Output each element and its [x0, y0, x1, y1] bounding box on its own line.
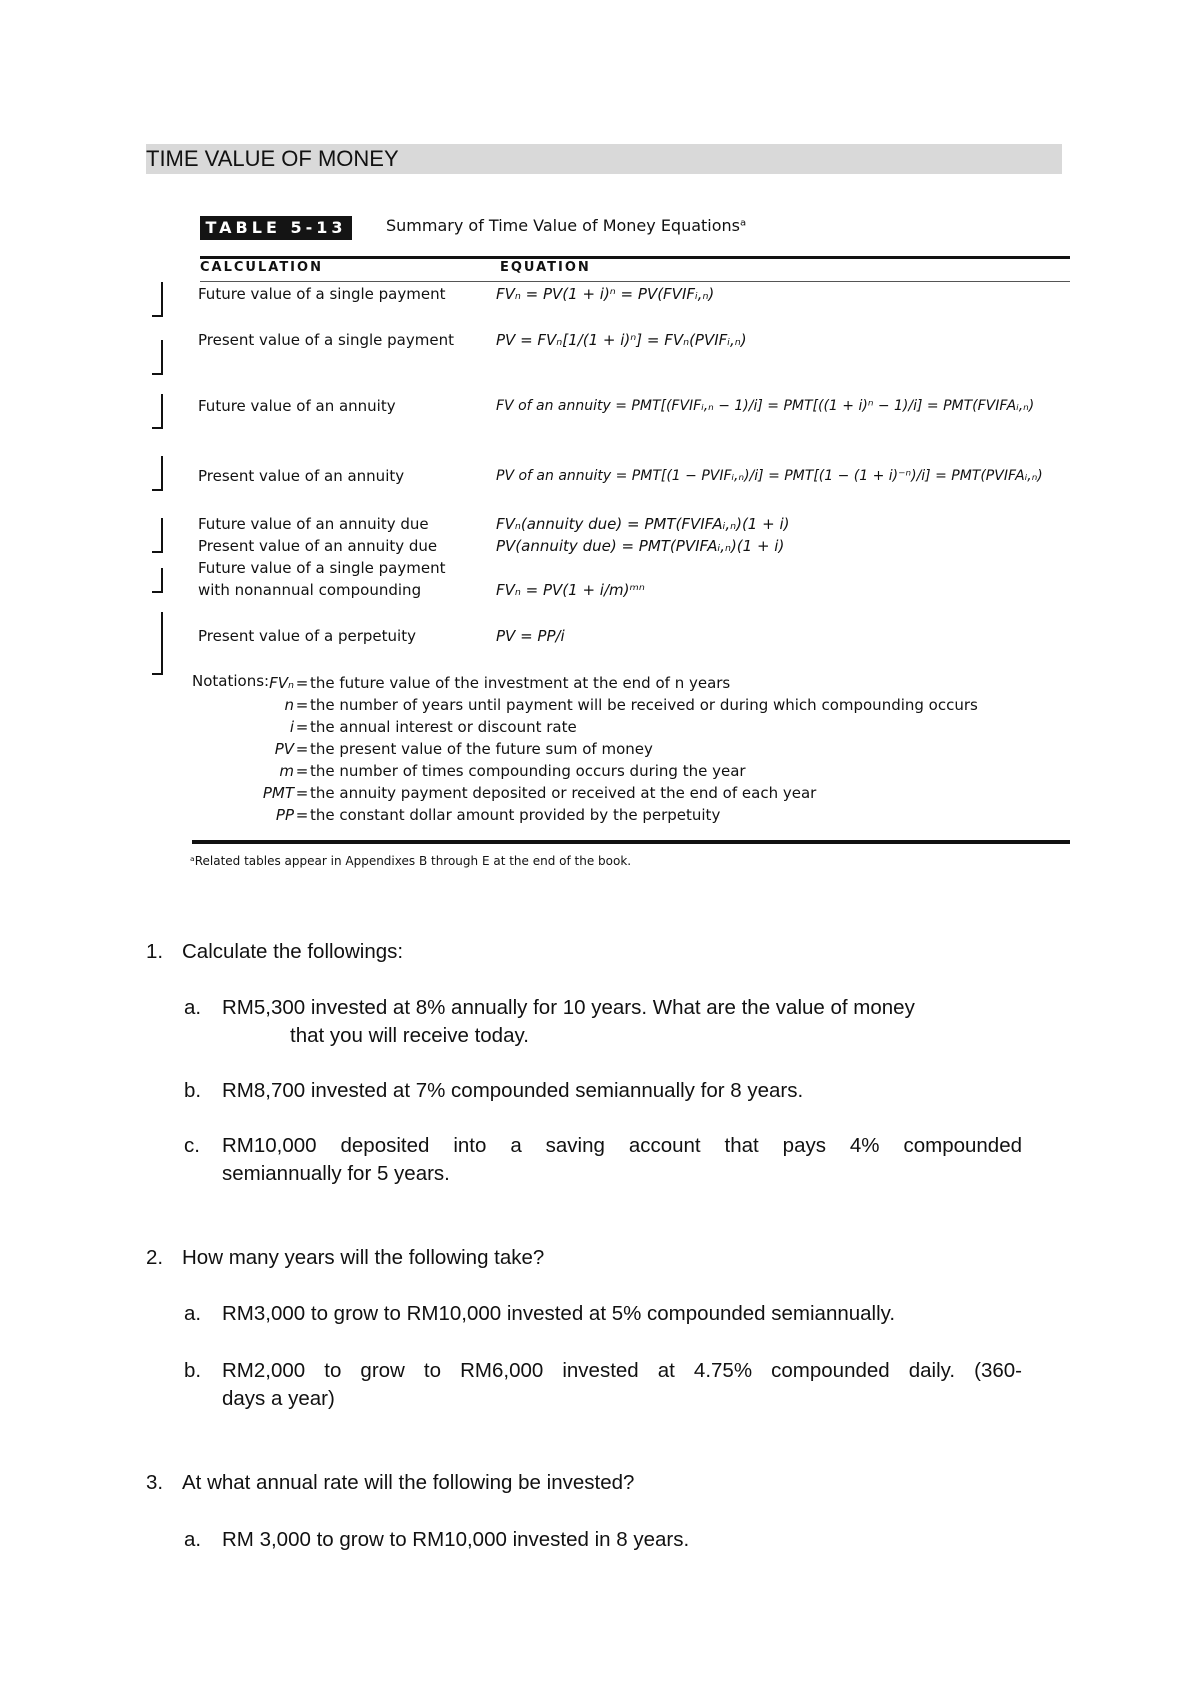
- notation-symbol: i: [289, 718, 294, 736]
- equation-summary-table: [170, 210, 1070, 870]
- question-text: At what annual rate will the following be invested?: [182, 1471, 635, 1494]
- sub-text-line2: that you will receive today.: [290, 1024, 529, 1047]
- notation-text: the future value of the investment at the end of n years: [310, 674, 731, 692]
- table-top-rule: [200, 256, 1070, 259]
- notation-symbol: FVₙ: [269, 674, 294, 692]
- sub-text-line1: RM10,000 deposited into a saving account that pays 4% compounded: [222, 1134, 1022, 1157]
- question-2a: [184, 1300, 1054, 1330]
- sub-text-line2: days a year): [222, 1387, 335, 1410]
- notation-text: the annual interest or discount rate: [310, 718, 577, 736]
- notation-row: m = the number of times compounding occurs during the year: [228, 760, 746, 782]
- notation-row: PP = the constant dollar amount provided by the perpetuity: [228, 804, 720, 826]
- notation-symbol: PP: [275, 806, 294, 824]
- row-equation-pv-annuity-due: PV(annuity due) = PMT(PVIFAᵢ,ₙ)(1 + i): [496, 537, 785, 555]
- row-label-pv-annuity-due: Present value of an annuity due: [198, 537, 438, 555]
- table-header-rule: [200, 281, 1070, 282]
- row-label-pv-perpetuity: Present value of a perpetuity: [198, 627, 416, 645]
- notation-symbol: m: [279, 762, 294, 780]
- question-1a: [184, 994, 1054, 1054]
- row-equation-fv-single: FVₙ = PV(1 + i)ⁿ = PV(FVIFᵢ,ₙ): [496, 285, 715, 303]
- sub-letter: b.: [184, 1359, 202, 1382]
- question-1c: [184, 1132, 1054, 1192]
- sub-letter: b.: [184, 1079, 202, 1102]
- column-header-calculation: CALCULATION: [200, 260, 323, 275]
- row-equation-fv-nonannual: FVₙ = PV(1 + i/m)ᵐⁿ: [496, 581, 645, 599]
- notation-row: i = the annual interest or discount rate: [228, 716, 577, 738]
- notation-text: the present value of the future sum of money: [310, 740, 653, 758]
- table-footnote: ᵃRelated tables appear in Appendixes B through E at the end of the book.: [190, 854, 632, 868]
- sub-text-line1: RM5,300 invested at 8% annually for 10 years. What are the value of money: [222, 996, 915, 1019]
- table-title: Summary of Time Value of Money Equationsᵃ: [386, 216, 747, 235]
- question-text: Calculate the followings:: [182, 940, 404, 963]
- row-label-pv-annuity: Present value of an annuity: [198, 467, 405, 485]
- row-label-fv-nonannual: Future value of a single payment: [198, 559, 446, 577]
- question-3: [146, 1469, 1046, 1499]
- question-1: [146, 938, 1046, 968]
- row-equation-pv-annuity: PV of an annuity = PMT[(1 − PVIFᵢ,ₙ)/i] = PMT[(1 − (1 + i)⁻ⁿ)/i] = PMT(PVIFAᵢ,ₙ): [496, 468, 1043, 484]
- question-number: 1.: [146, 940, 164, 963]
- notation-text: the constant dollar amount provided by the perpetuity: [310, 806, 721, 824]
- row-equation-fv-annuity: FV of an annuity = PMT[(FVIFᵢ,ₙ − 1)/i] = PMT[((1 + i)ⁿ − 1)/i] = PMT(FVIFAᵢ,ₙ): [496, 398, 1035, 414]
- notation-text: the number of times compounding occurs during the year: [310, 762, 746, 780]
- margin-bracket-marks: [132, 282, 172, 682]
- row-label-fv-annuity-due: Future value of an annuity due: [198, 515, 429, 533]
- notation-row: n = the number of years until payment will be received or during which compounding occurs: [228, 694, 978, 716]
- notation-symbol: n: [284, 696, 294, 714]
- sub-letter: c.: [184, 1134, 200, 1157]
- notations-label: Notations:: [192, 672, 270, 690]
- sub-text-line1: RM3,000 to grow to RM10,000 invested at 5% compounded semiannually.: [222, 1302, 896, 1325]
- row-label-fv-single: Future value of a single payment: [198, 285, 446, 303]
- question-number: 2.: [146, 1246, 164, 1269]
- row-equation-fv-annuity-due: FVₙ(annuity due) = PMT(FVIFAᵢ,ₙ)(1 + i): [496, 515, 790, 533]
- row-equation-pv-single: PV = FVₙ[1/(1 + i)ⁿ] = FVₙ(PVIFᵢ,ₙ): [496, 331, 747, 349]
- sub-text-line1: RM 3,000 to grow to RM10,000 invested in 8 years.: [222, 1528, 690, 1551]
- notation-row: FVₙ = the future value of the investment at the end of n years: [228, 672, 730, 694]
- sub-text-line1: RM8,700 invested at 7% compounded semiannually for 8 years.: [222, 1079, 804, 1102]
- question-2: [146, 1244, 1046, 1274]
- page-heading: TIME VALUE OF MONEY: [146, 144, 1062, 174]
- table-badge: TABLE 5-13: [200, 216, 352, 240]
- row-equation-pv-perpetuity: PV = PP/i: [496, 627, 565, 645]
- notation-symbol: PMT: [262, 784, 294, 802]
- sub-text-line1: RM2,000 to grow to RM6,000 invested at 4.75% compounded daily. (360-: [222, 1359, 1022, 1382]
- question-text: How many years will the following take?: [182, 1246, 545, 1269]
- notation-text: the number of years until payment will be received or during which compounding occurs: [310, 696, 978, 714]
- sub-letter: a.: [184, 1302, 202, 1325]
- notation-text: the annuity payment deposited or received at the end of each year: [310, 784, 817, 802]
- sub-text-line2: semiannually for 5 years.: [222, 1162, 450, 1185]
- row-label-pv-single: Present value of a single payment: [198, 331, 454, 349]
- table-bottom-rule: [192, 840, 1070, 844]
- question-1b: [184, 1077, 1054, 1107]
- row-label-fv-annuity: Future value of an annuity: [198, 397, 396, 415]
- notation-row: PV = the present value of the future sum of money: [228, 738, 653, 760]
- column-header-equation: EQUATION: [500, 260, 591, 275]
- question-3a: [184, 1526, 1054, 1556]
- notation-row: PMT = the annuity payment deposited or received at the end of each year: [228, 782, 816, 804]
- question-2b: [184, 1357, 1054, 1417]
- notation-symbol: PV: [274, 740, 294, 758]
- sub-letter: a.: [184, 996, 202, 1019]
- row-label-fv-nonannual-cont: with nonannual compounding: [198, 581, 422, 599]
- sub-letter: a.: [184, 1528, 202, 1551]
- question-number: 3.: [146, 1471, 164, 1494]
